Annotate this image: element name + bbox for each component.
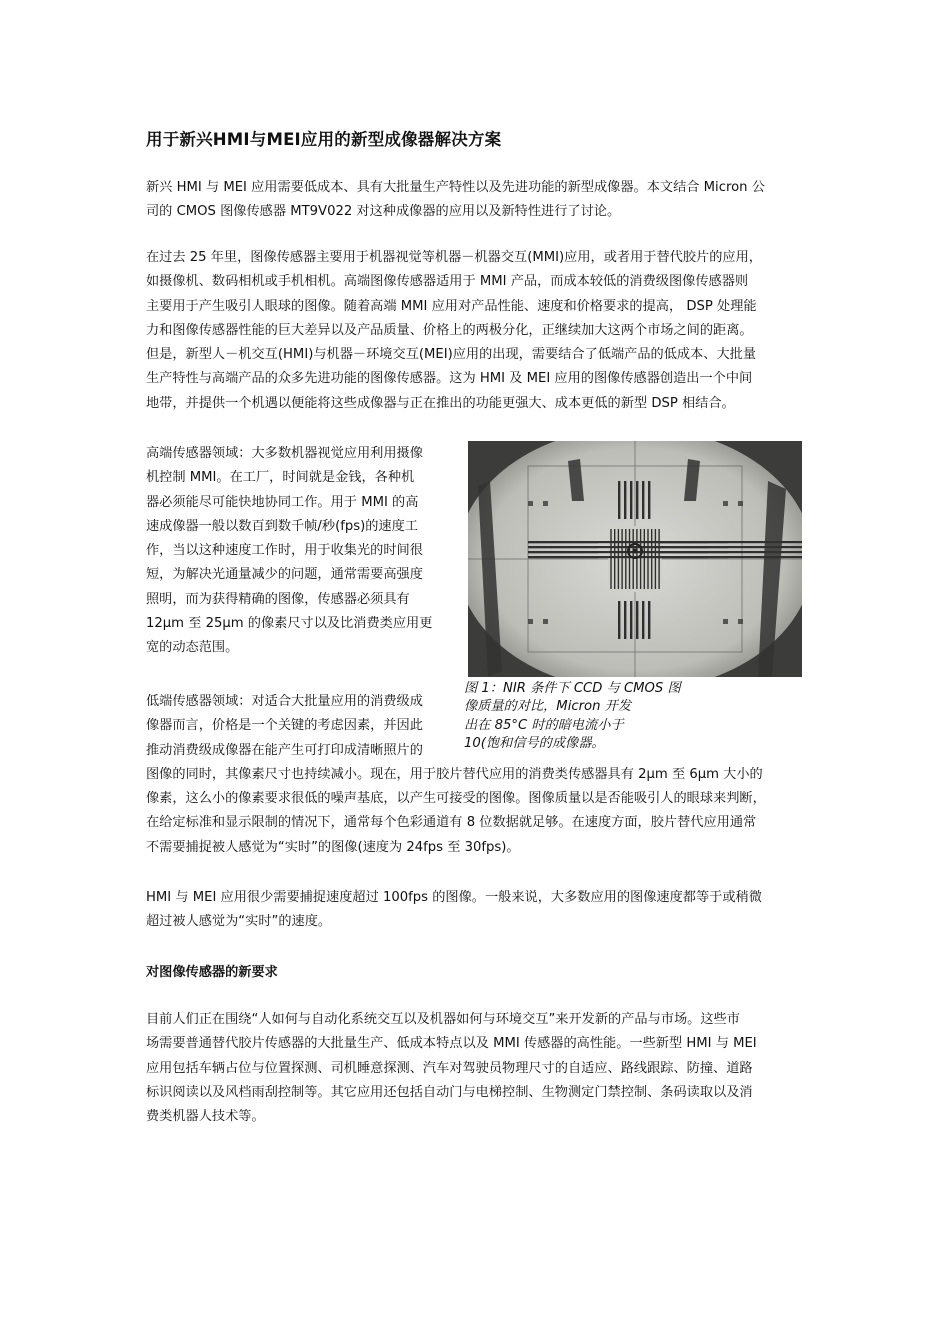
text-line: 图像的同时，其像素尺寸也持续减小。现在，用于胶片替代应用的消费类传感器具有 2μm 至 6μm 大小的 <box>146 766 763 782</box>
resolution-chart-image <box>468 441 802 677</box>
text-line: 场需要普通替代胶片传感器的大批量生产、低成本特点以及 MMI 传感器的高性能。一些新型 HMI 与 MEI <box>146 1036 757 1052</box>
intro-paragraph <box>146 176 806 225</box>
highend-paragraph <box>146 442 448 661</box>
text-line: 12μm 至 25μm 的像素尺寸以及比消费类应用更 <box>146 616 433 632</box>
text-line: 主要用于产生吸引人眼球的图像。随着高端 MMI 应用对产品性能、速度和价格要求的提高， DSP 处理能 <box>146 298 757 314</box>
text-line: 高端传感器领域：大多数机器视觉应用利用摄像 <box>146 446 423 461</box>
text-line: HMI 与 MEI 应用很少需要捕捉速度超过 100fps 的图像。一般来说，大多数应用的图像速度都等于或稍微 <box>146 890 762 905</box>
text-line: 目前人们正在围绕“人如何与自动化系统交互以及机器如何与环境交互”来开发新的产品与市场。这些市 <box>146 1012 740 1027</box>
text-line: 机控制 MMI。在工厂，时间就是金钱，各种机 <box>146 470 415 486</box>
text-line: 司的 CMOS 图像传感器 MT9V022 对这种成像器的应用以及新特性进行了讨论。 <box>146 204 621 220</box>
text-line: 力和图像传感器性能的巨大差异以及产品质量、价格上的两极分化，正继续加大这两个市场之间的距离。 <box>146 322 753 338</box>
requirements-paragraph <box>146 1008 806 1129</box>
caption-line: 像质量的对比，Micron 开发 <box>464 699 632 715</box>
text-line: 短，为解决光通量减少的问题，通常需要高强度 <box>146 567 423 583</box>
text-line: 不需要捕捉被人感觉为“实时”的图像(速度为 24fps 至 30fps)。 <box>146 839 520 855</box>
text-line: 应用包括车辆占位与位置探测、司机睡意探测、汽车对驾驶员物理尺寸的自适应、路线跟踪、防撞、道路 <box>146 1060 753 1076</box>
text-line: 地带，并提供一个机遇以便能将这些成像器与正在推出的功能更强大、成本更低的新型 DSP 相结合。 <box>146 395 735 411</box>
history-paragraph <box>146 246 806 416</box>
text-line: 像器而言，价格是一个关键的考虑因素，并因此 <box>146 718 423 734</box>
text-line: 照明，而为获得精确的图像，传感器必须具有 <box>146 591 410 607</box>
text-line: 新兴 HMI 与 MEI 应用需要低成本、具有大批量生产特性以及先进功能的新型成像器。本文结合 Micron 公 <box>146 180 765 195</box>
document-title: 用于新兴HMI与MEI应用的新型成像器解决方案 <box>146 130 502 149</box>
text-line: 如摄像机、数码相机或手机相机。高端图像传感器适用于 MMI 产品，而成本较低的消费级图像传感器则 <box>146 274 749 290</box>
speed-paragraph <box>146 886 806 935</box>
test-chart-photo <box>468 441 802 677</box>
text-line: 宽的动态范围。 <box>146 640 239 656</box>
section-heading: 对图像传感器的新要求 <box>146 965 278 980</box>
text-line: 但是，新型人－机交互(HMI)与机器－环境交互(MEI)应用的出现，需要结合了低端产品的低成本、大批量 <box>146 347 757 363</box>
text-line: 作，当以这种速度工作时，用于收集光的时间很 <box>146 543 423 559</box>
text-line: 器必须能尽可能快地协同工作。用于 MMI 的高 <box>146 494 419 510</box>
text-line: 超过被人感觉为“实时”的速度。 <box>146 914 332 930</box>
caption-line: 出在 85°C 时的暗电流小于 <box>464 717 624 733</box>
text-line: 推动消费级成像器在能产生可打印成清晰照片的 <box>146 742 423 758</box>
caption-line: 图 1：NIR 条件下 CCD 与 CMOS 图 <box>464 681 681 696</box>
text-line: 低端传感器领域：对适合大批量应用的消费级成 <box>146 694 423 709</box>
text-line: 费类机器人技术等。 <box>146 1109 265 1125</box>
text-line: 在过去 25 年里，图像传感器主要用于机器视觉等机器－机器交互(MMI)应用，或者用于替代胶片的应用， <box>146 250 762 265</box>
caption-line: 10(饱和信号的成像器。 <box>464 736 605 752</box>
lowend-paragraph <box>146 690 806 860</box>
text-line: 标识阅读以及风档雨刮控制等。其它应用还包括自动门与电梯控制、生物测定门禁控制、条码读取以及消 <box>146 1084 753 1100</box>
text-line: 速成像器一般以数百到数千帧/秒(fps)的速度工 <box>146 518 418 534</box>
text-line: 像素，这么小的像素要求很低的噪声基底，以产生可接受的图像。图像质量以是否能吸引人的眼球来判断， <box>146 791 766 807</box>
text-line: 在给定标准和显示限制的情况下，通常每个色彩通道有 8 位数据就足够。在速度方面，胶片替代应用通常 <box>146 815 757 831</box>
text-line: 生产特性与高端产品的众多先进功能的图像传感器。这为 HMI 及 MEI 应用的图像传感器创造出一个中间 <box>146 371 753 387</box>
